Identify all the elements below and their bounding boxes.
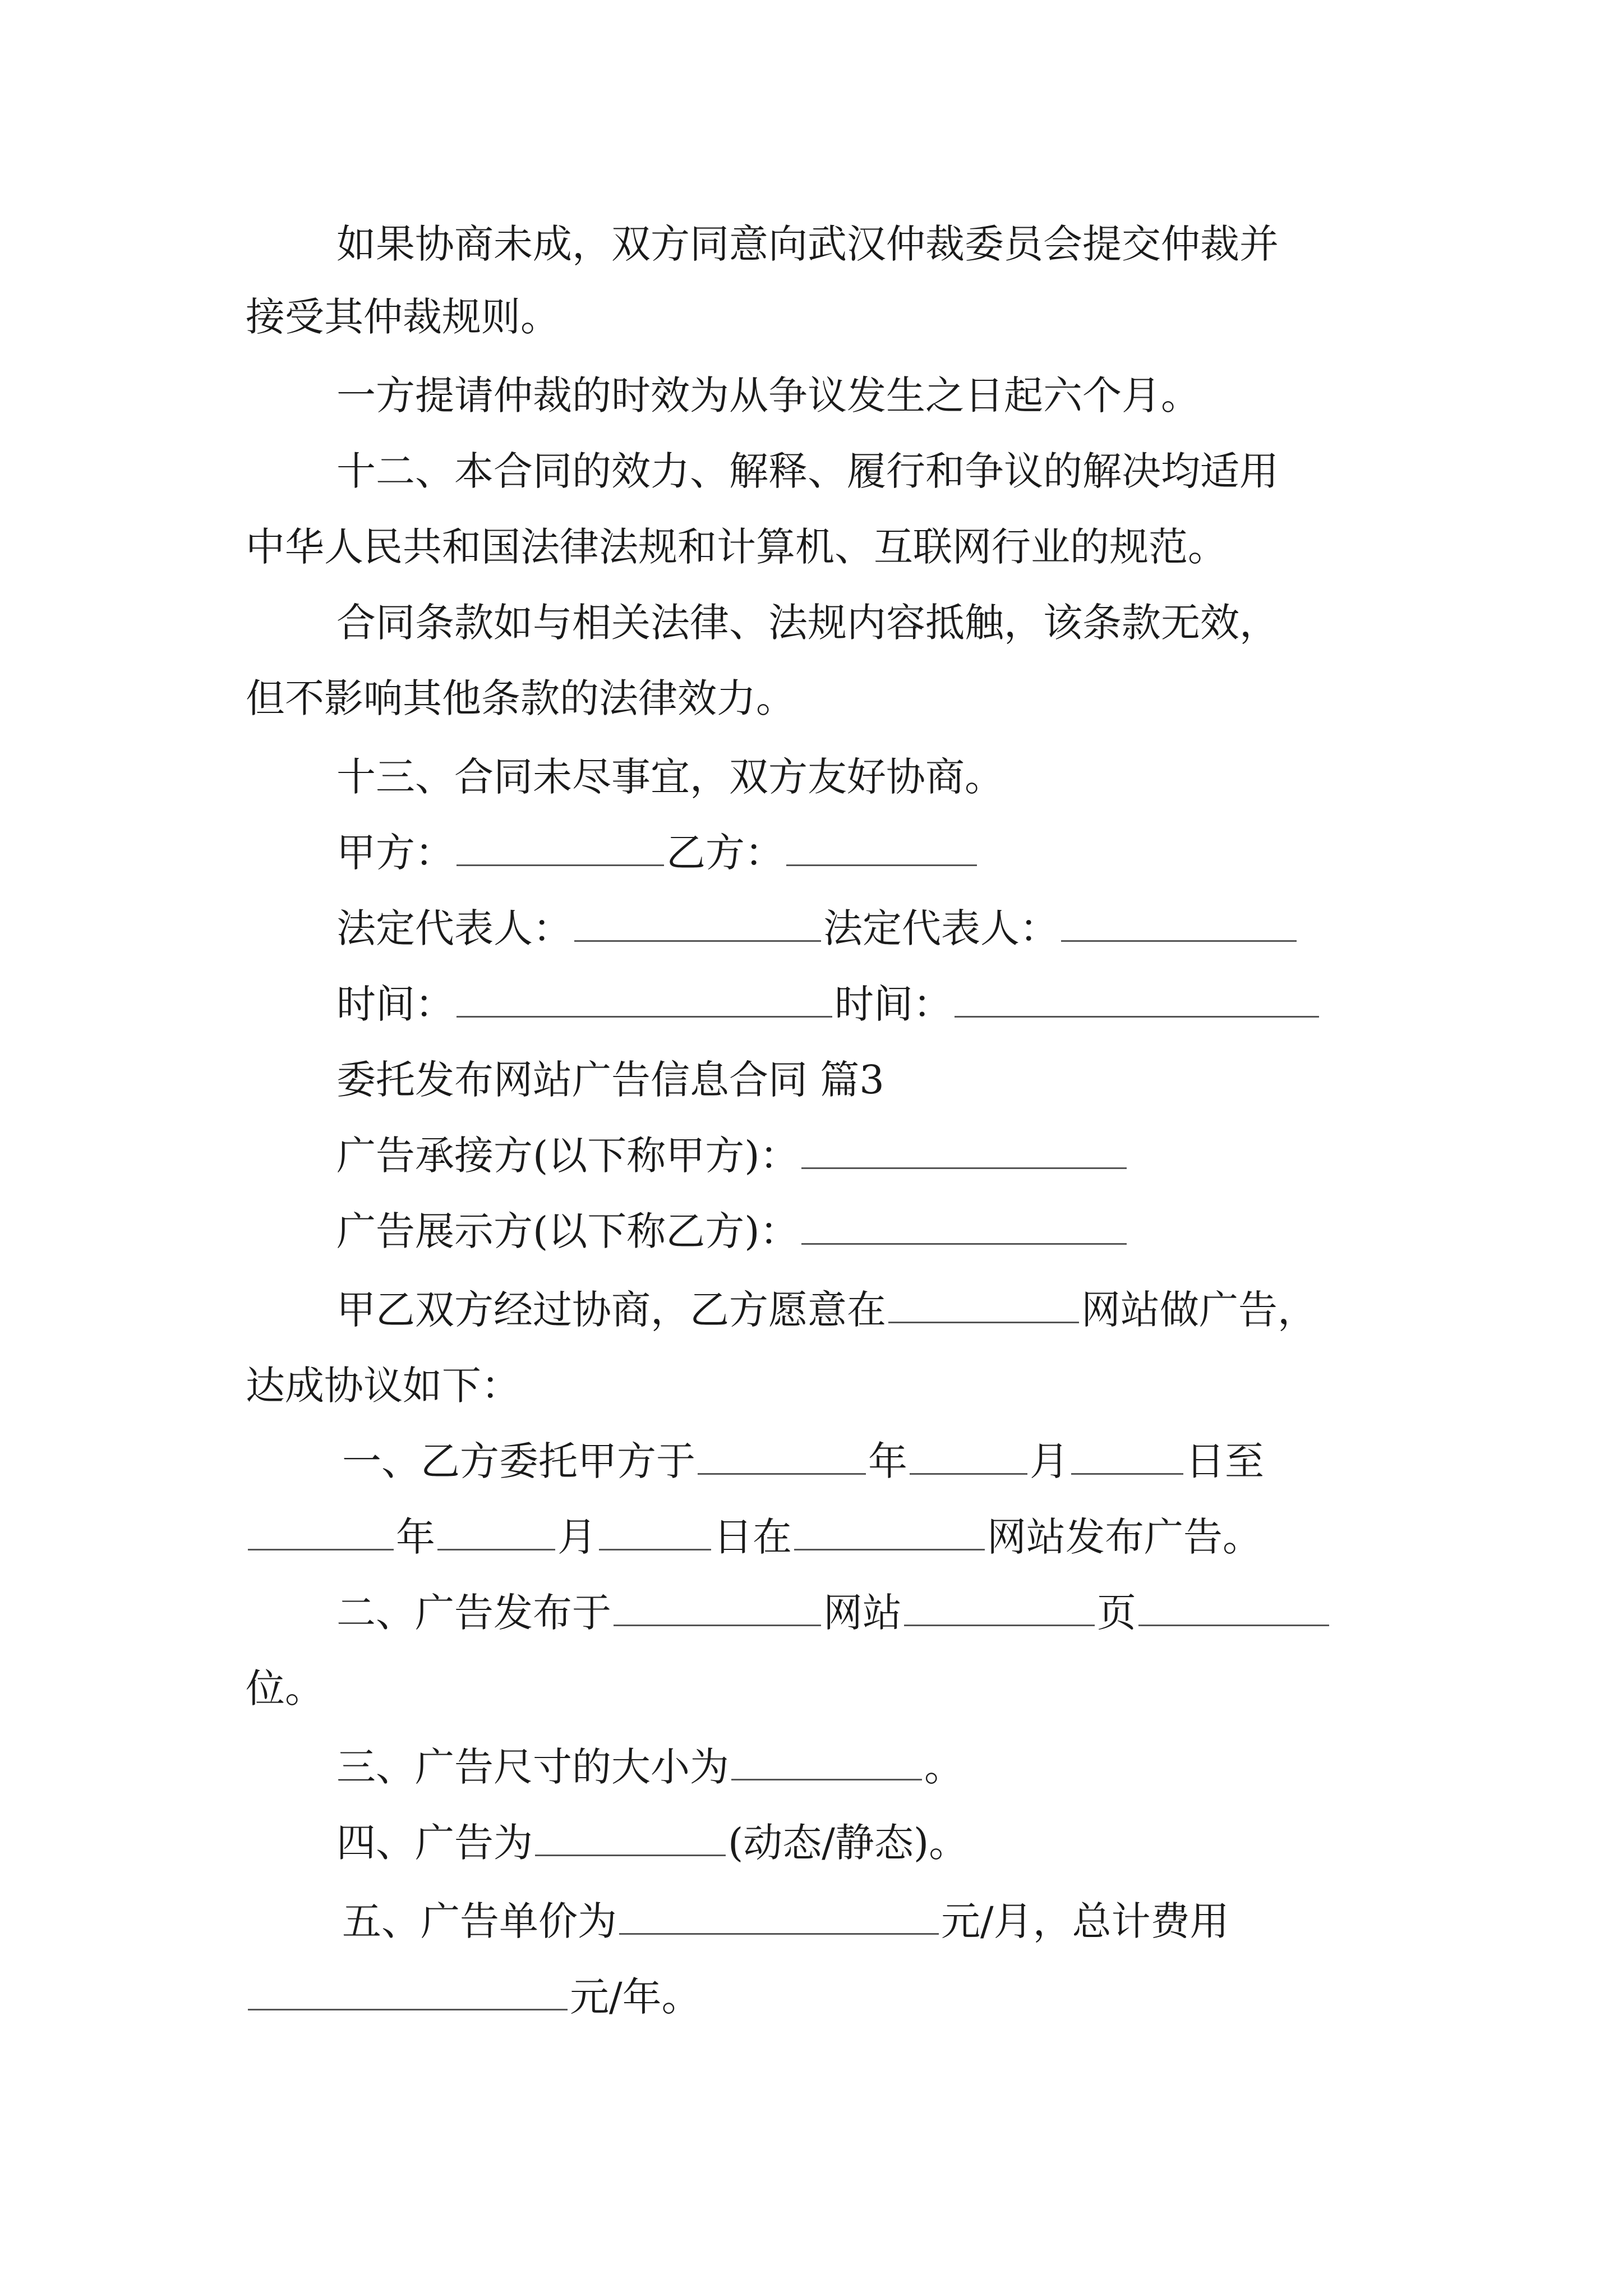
clause-4-line [336,1815,968,1871]
end-year-blank [248,1514,394,1550]
clause-2-text: 二、广告发布于 [336,1590,611,1636]
size-blank [731,1744,922,1780]
clause-2-position-blank [1138,1590,1329,1626]
displayer-blank [801,1208,1127,1245]
clause-5-end: 元/年。 [570,1974,701,2020]
displayer-label: 广告展示方(以下称乙方)： [336,1208,799,1254]
paragraph-line: 十三、合同未尽事宜，双方友好协商。 [336,754,1004,800]
clause-3-text: 三、广告尺寸的大小为 [336,1744,729,1790]
day-on-label: 日在 [713,1514,792,1560]
total-fee-blank [248,1974,568,2010]
clause-1-text: 一、乙方委托甲方于 [342,1438,695,1484]
clause-2-line-1 [336,1585,1331,1641]
section-title: 委托发布网站广告信息合同 篇3 [336,1057,884,1103]
clause-3-line [336,1739,963,1795]
signature-row-parties [336,825,979,881]
signature-row-representatives [336,900,1299,956]
clause-2-website: 网站 [823,1590,902,1636]
day-to-label: 日至 [1186,1438,1264,1484]
clause-1-line-2 [246,1509,1262,1565]
party-b-blank [786,830,977,866]
rep-a-label: 法定代表人： [336,905,572,951]
website-blank [888,1287,1079,1323]
paragraph-line: 但不影响其他条款的法律效力。 [246,675,795,721]
paragraph-line: 一方提请仲裁的时效为从争议发生之日起六个月。 [336,372,1200,418]
rep-b-label: 法定代表人： [823,905,1059,951]
clause-5-total-label: 元/月，总计费用 [941,1898,1229,1944]
intro-text-a: 甲乙双方经过协商，乙方愿意在 [336,1287,886,1333]
start-month-blank [910,1438,1027,1475]
time-a-blank [457,981,832,1018]
signature-row-time [336,976,1321,1032]
party-a-label: 甲方： [336,830,454,876]
publisher-label: 广告承接方(以下称甲方)： [336,1133,799,1179]
clause-2-page: 页 [1097,1590,1136,1636]
month-label: 月 [557,1514,597,1560]
intro-line-2: 达成协议如下： [246,1363,520,1409]
clause-5-text: 五、广告单价为 [342,1898,617,1944]
time-b-blank [955,981,1319,1018]
clause-2-page-blank [904,1590,1095,1626]
time-b-label: 时间： [834,981,952,1027]
end-day-blank [599,1514,711,1550]
start-day-blank [1071,1438,1183,1475]
paragraph-line: 如果协商未成，双方同意向武汉仲裁委员会提交仲裁并 [336,221,1279,267]
site-blank [794,1514,985,1550]
party-a-blank [457,830,664,866]
clause-5-line-2 [246,1969,701,2025]
paragraph-line: 接受其仲裁规则。 [246,294,560,340]
party-b-label: 乙方： [666,830,784,876]
publisher-row [336,1128,1129,1184]
rep-b-blank [1061,905,1297,942]
publisher-blank [801,1133,1127,1169]
clause-4-text: 四、广告为 [336,1820,533,1866]
clause-2-site-blank [614,1590,821,1626]
displayer-row [336,1203,1129,1259]
clause-1-end: 网站发布广告。 [987,1514,1262,1560]
end-month-blank [437,1514,555,1550]
clause-5-line-1 [342,1893,1229,1949]
year-label: 年 [396,1514,435,1560]
paragraph-line: 中华人民共和国法律法规和计算机、互联网行业的规范。 [246,524,1227,570]
clause-1-line-1 [342,1433,1264,1489]
start-year-blank [698,1438,866,1475]
type-blank [535,1820,726,1856]
unit-price-blank [619,1898,939,1935]
year-label: 年 [868,1438,907,1484]
clause-4-end: (动态/静态)。 [728,1820,969,1866]
paragraph-line: 十二、本合同的效力、解释、履行和争议的解决均适用 [336,448,1279,494]
clause-3-end: 。 [924,1744,963,1790]
intro-line [336,1282,1317,1338]
clause-2-line-2: 位。 [246,1665,324,1711]
rep-a-blank [574,905,821,942]
time-a-label: 时间： [336,981,454,1027]
month-label: 月 [1030,1438,1069,1484]
paragraph-line: 合同条款如与相关法律、法规内容抵触，该条款无效， [336,600,1279,646]
intro-text-b: 网站做广告， [1081,1287,1317,1333]
